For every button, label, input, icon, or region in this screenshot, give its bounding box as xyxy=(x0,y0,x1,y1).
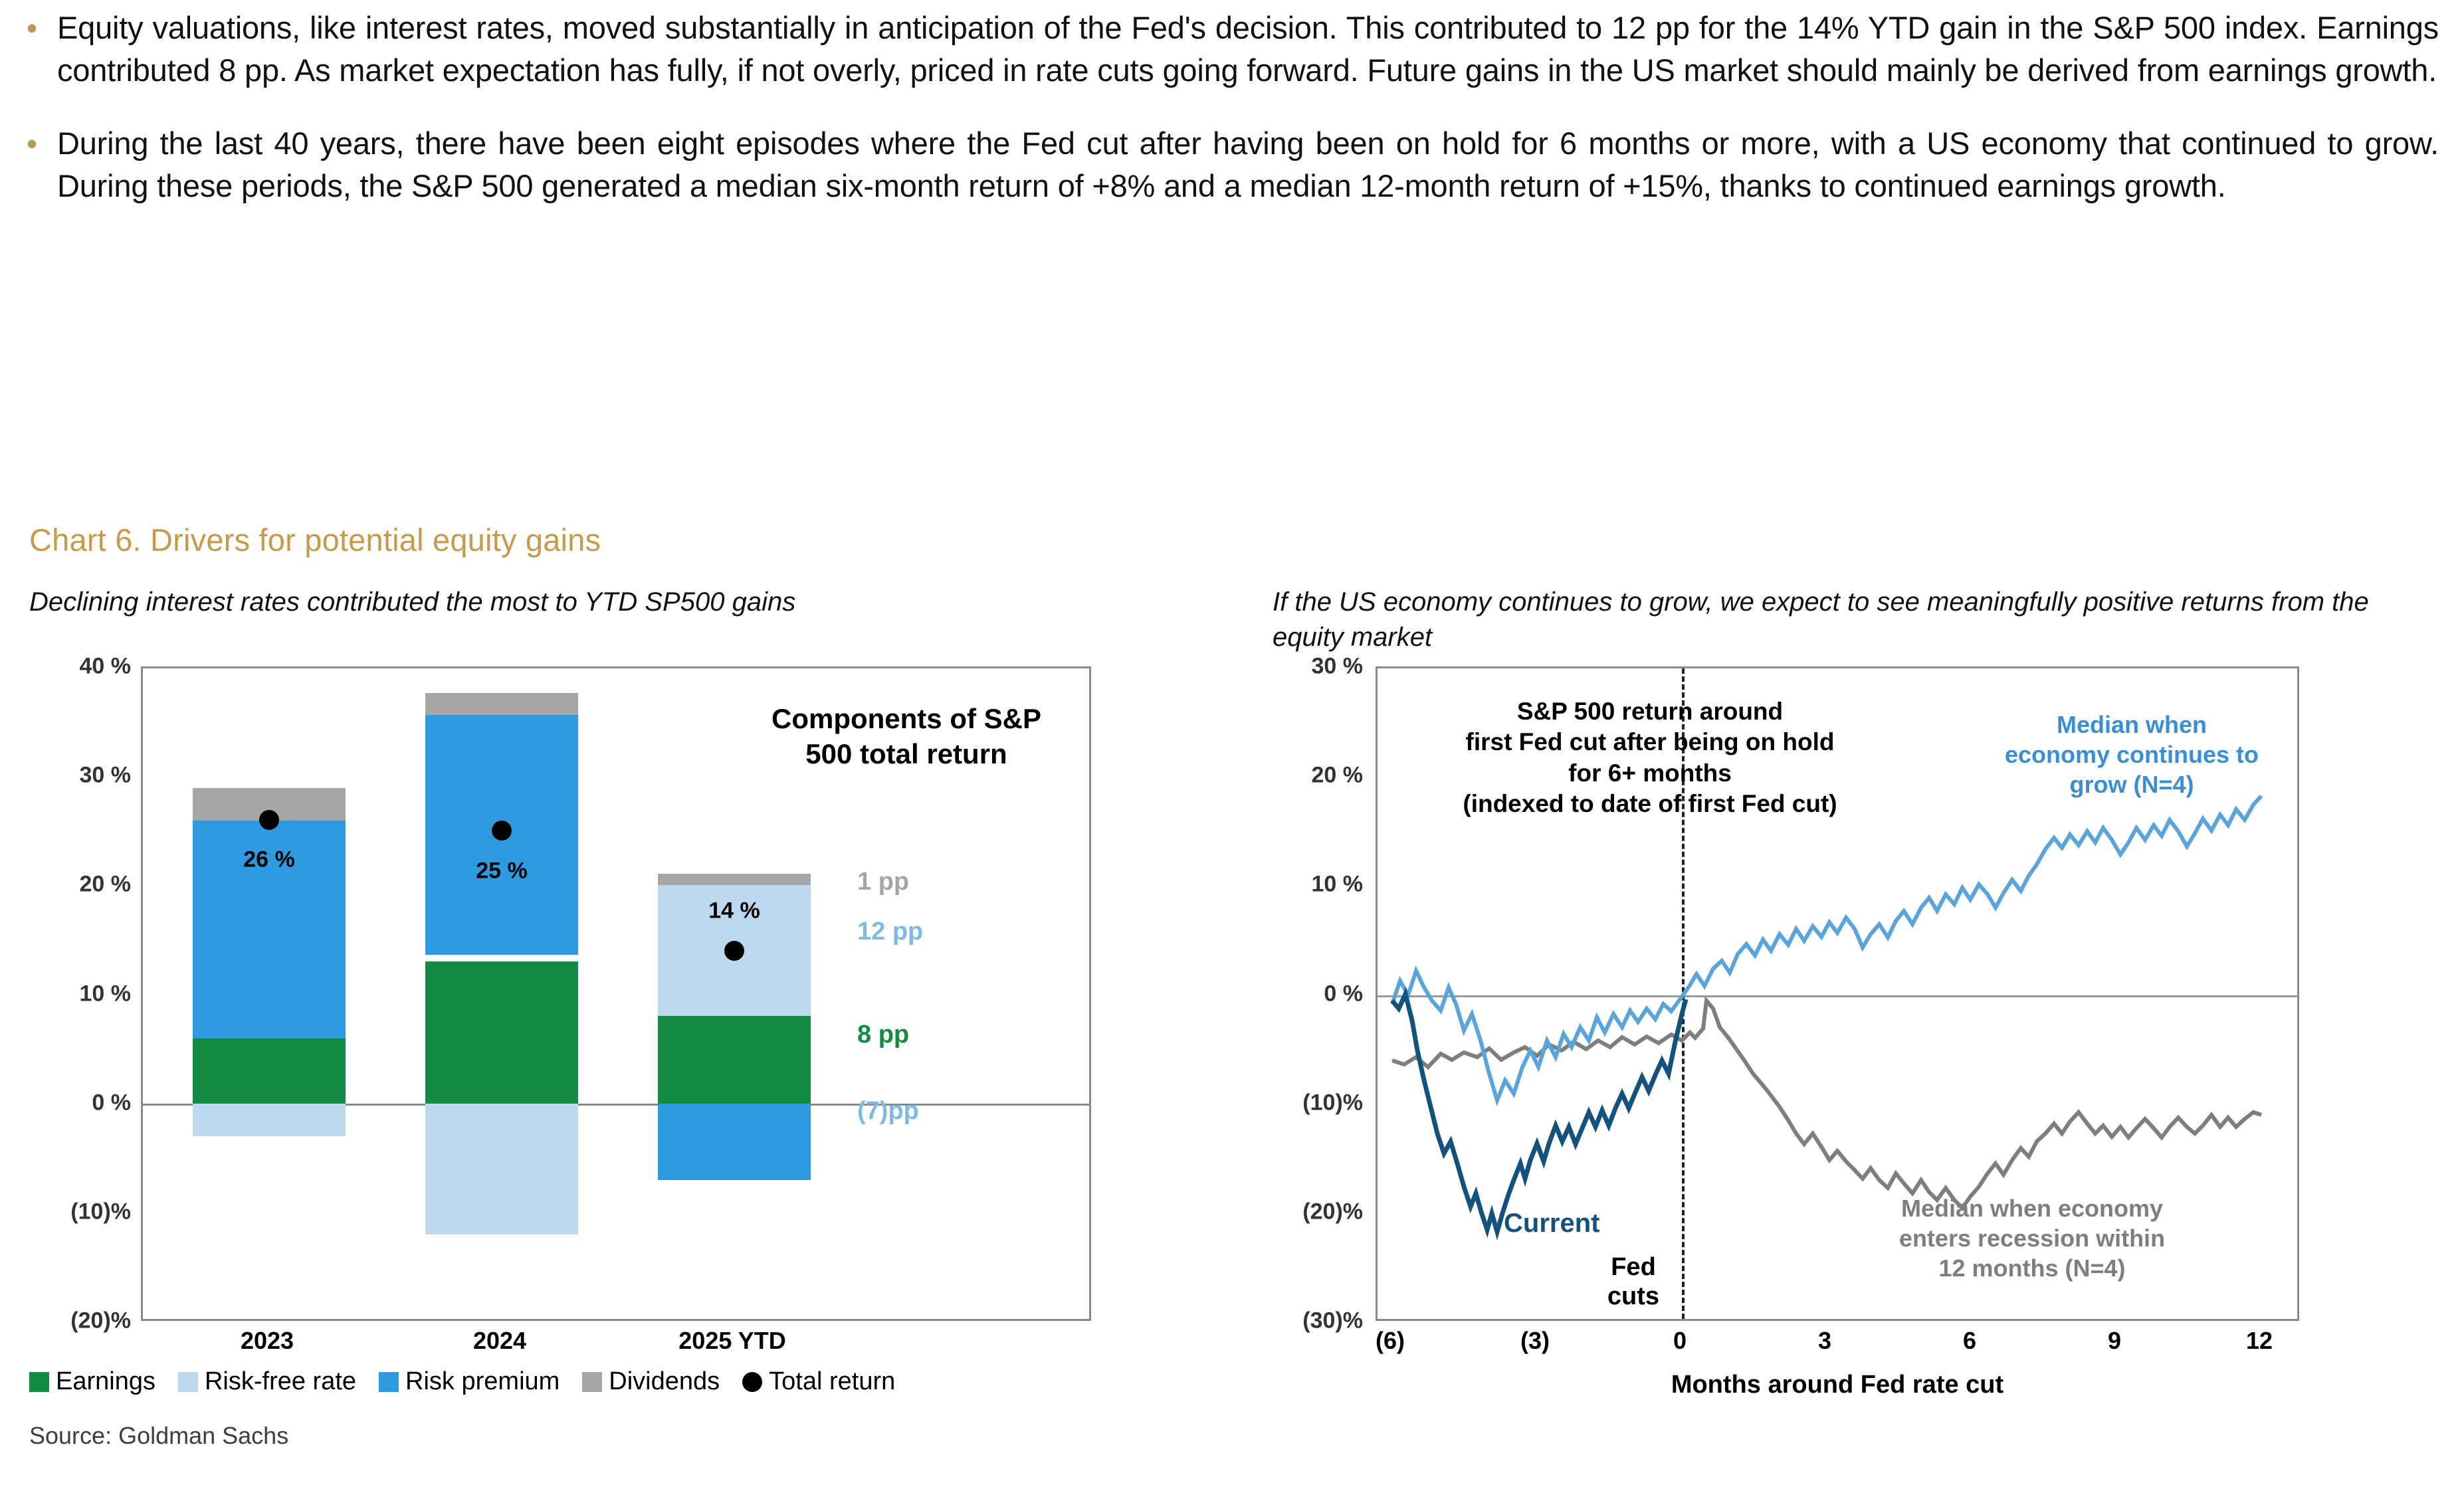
bar-group-2024 xyxy=(425,668,578,1323)
bar-value-label: 14 % xyxy=(708,898,760,924)
left-chart-x-axis xyxy=(141,1327,1091,1360)
annotation-line-3: for 6+ months xyxy=(1568,759,1732,787)
annotation-risk-premium-pp: (7)pp xyxy=(857,1097,919,1125)
bullet-dot-icon: • xyxy=(27,11,38,45)
y-tick-label: 0 % xyxy=(1324,981,1363,1007)
x-tick-label: 6 xyxy=(1962,1327,1977,1354)
right-chart-x-axis xyxy=(1376,1327,2299,1360)
y-tick-label: (10)% xyxy=(1302,1090,1363,1116)
legend-swatch-icon xyxy=(582,1372,602,1392)
line-median-growth xyxy=(1392,796,2261,1100)
x-tick-label: 3 xyxy=(1817,1327,1832,1354)
bar-segment-earnings xyxy=(658,1016,811,1104)
y-tick-label: 10 % xyxy=(79,981,131,1007)
x-tick-label: (3) xyxy=(1520,1327,1550,1354)
x-tick-label: 9 xyxy=(2107,1327,2122,1354)
y-tick-label: (20)% xyxy=(70,1308,131,1334)
y-tick-label: (10)% xyxy=(70,1199,131,1225)
list-item xyxy=(27,7,2439,92)
y-tick-label: (20)% xyxy=(1302,1199,1363,1225)
bar-segment-risk-free xyxy=(425,1104,578,1235)
left-chart-plot-area xyxy=(141,666,1091,1321)
annotation-dividends-pp: 1 pp xyxy=(857,868,910,896)
right-chart-plot-area xyxy=(1376,666,2299,1321)
legend-swatch-icon xyxy=(29,1372,49,1392)
right-chart xyxy=(1249,654,2439,1439)
chart-title: Chart 6. Drivers for potential equity gains xyxy=(29,522,601,557)
x-tick-label: 2025 YTD xyxy=(678,1327,786,1354)
y-tick-label: 30 % xyxy=(79,762,131,788)
list-item xyxy=(27,122,2439,207)
legend-marker-icon xyxy=(742,1372,762,1392)
annotation-chart-note xyxy=(1417,696,1883,819)
bullet-list xyxy=(27,7,2439,238)
bullet-text: During the last 40 years, there have been eight episodes where the Fed cut after having been on hold for 6 months or more, with a US economy that continued to grow. During these periods, the S&P 500 generated a median six-month return of +8% and a median 12-month return of +15%, thanks to continued earnings growth. xyxy=(57,125,2439,203)
annotation-risk-free-pp: 12 pp xyxy=(857,918,924,945)
legend-label: Dividends xyxy=(609,1367,720,1395)
annotation-line-1: S&P 500 return around xyxy=(1516,698,1784,725)
right-chart-subtitle: If the US economy continues to grow, we expect to see meaningfully positive returns from the equity market xyxy=(1273,587,2369,652)
bar-segment-risk-free xyxy=(193,1104,346,1136)
legend-item-dividends xyxy=(582,1367,720,1396)
total-return-marker xyxy=(259,810,279,830)
bullet-dot-icon: • xyxy=(27,126,38,161)
line-current xyxy=(1392,994,1686,1232)
left-chart-y-axis xyxy=(29,654,139,1332)
annotation-median-recession: Median when economy enters recession within 12 months (N=4) xyxy=(1899,1195,2166,1282)
legend-item-earnings xyxy=(29,1367,155,1396)
bar-group-2023 xyxy=(193,668,346,1323)
annotation-fed-cuts: Fed cuts xyxy=(1607,1253,1660,1310)
y-tick-label: (30)% xyxy=(1302,1308,1363,1334)
bullet-text: Equity valuations, like interest rates, moved substantially in anticipation of the Fed's decision. This contributed to 12 pp for the 14% YTD gain in the S&P 500 index. Earnings contributed 8 pp. As market expectation has fully, if not overly, priced in rate cuts going forward. Future gains in the US market should mainly be derived from earnings growth. xyxy=(57,10,2439,88)
right-chart-y-axis xyxy=(1249,654,1372,1339)
x-tick-label: 2024 xyxy=(472,1327,527,1354)
y-tick-label: 20 % xyxy=(79,871,131,897)
bar-value-label: 26 % xyxy=(243,846,295,872)
legend-label: Risk premium xyxy=(405,1367,560,1395)
x-tick-label: 12 xyxy=(2245,1327,2273,1354)
legend-item-total-return xyxy=(742,1367,895,1396)
legend-label: Risk-free rate xyxy=(204,1367,357,1395)
legend-item-risk-premium xyxy=(379,1367,560,1396)
legend-label: Total return xyxy=(769,1367,896,1395)
bar-segment-dividends xyxy=(658,874,811,885)
annotation-line-4: (indexed to date of first Fed cut) xyxy=(1463,789,1837,817)
annotation-earnings-pp: 8 pp xyxy=(857,1021,910,1048)
source-note: Source: Goldman Sachs xyxy=(29,1422,289,1449)
y-tick-label: 40 % xyxy=(79,653,131,679)
annotation-median-growth: Median when economy continues to grow (N=4) xyxy=(2004,711,2259,798)
bar-segment-risk-premium-negative xyxy=(658,1104,811,1180)
legend-swatch-icon xyxy=(178,1372,198,1392)
y-tick-label: 0 % xyxy=(92,1090,131,1116)
legend-swatch-icon xyxy=(379,1372,399,1392)
x-tick-label: 0 xyxy=(1673,1327,1687,1354)
left-chart-annotation-title: Components of S&P 500 total return xyxy=(771,703,1041,769)
legend-label: Earnings xyxy=(56,1367,155,1395)
x-tick-label: 2023 xyxy=(240,1327,294,1354)
bar-segment-earnings xyxy=(193,1039,346,1104)
annotation-line-2: first Fed cut after being on hold xyxy=(1465,728,1835,756)
left-chart-subtitle: Declining interest rates contributed the most to YTD SP500 gains xyxy=(29,587,796,617)
legend-item-risk-free-rate xyxy=(178,1367,356,1396)
right-chart-x-axis-title: Months around Fed rate cut xyxy=(1671,1371,2004,1399)
left-chart xyxy=(29,654,1119,1399)
y-tick-label: 30 % xyxy=(1311,653,1363,679)
bar-segment-dividends xyxy=(425,693,578,715)
bar-value-label: 25 % xyxy=(476,858,528,884)
y-tick-label: 20 % xyxy=(1311,762,1363,788)
bar-segment-earnings xyxy=(425,961,578,1104)
total-return-marker xyxy=(492,821,512,841)
x-tick-label: (6) xyxy=(1376,1327,1405,1354)
y-tick-label: 10 % xyxy=(1311,871,1363,897)
left-chart-legend xyxy=(29,1367,907,1396)
total-return-marker xyxy=(724,941,744,961)
annotation-current: Current xyxy=(1504,1209,1600,1238)
